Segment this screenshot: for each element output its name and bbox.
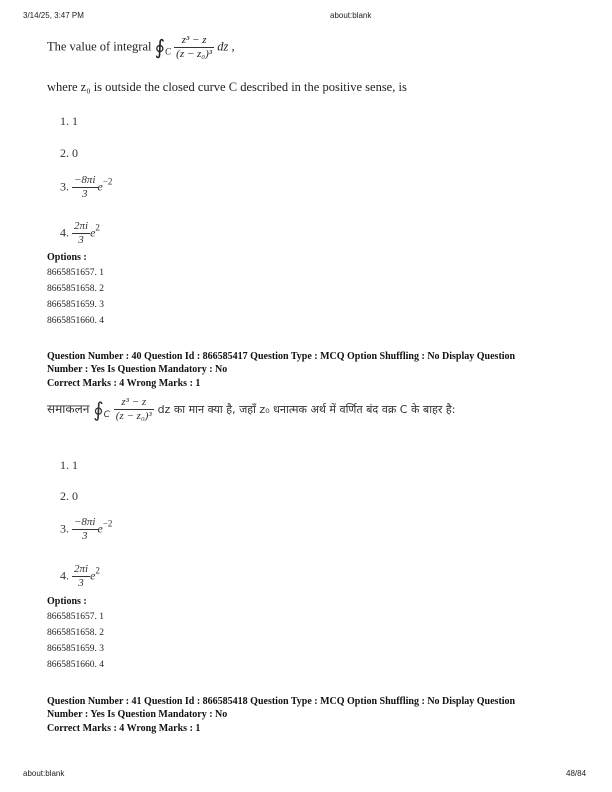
q40-option-id-1: 8665851657. 1 (47, 612, 104, 622)
q40-integrand (114, 396, 154, 423)
q40-meta-line-3: Correct Marks : 4 Wrong Marks : 1 (47, 378, 201, 389)
q39-question (47, 34, 235, 61)
q39-integrand (174, 34, 214, 61)
q39-option-id-4: 8665851660. 4 (47, 316, 104, 326)
q40-options-title: Options : (47, 596, 87, 607)
fraction-denominator: 3 (78, 577, 84, 589)
contour-label: C (103, 410, 110, 420)
option-fraction (72, 220, 90, 247)
q40-option-id-4: 8665851660. 4 (47, 660, 104, 670)
fraction-numerator: −8πi (74, 174, 96, 186)
q40-hindi-rest: dz का मान क्या है, जहाँ z₀ धनात्मक अर्थ में वर्णित बंद वक्र C के बाहर है: (157, 403, 456, 416)
q39-option-2: 2. 0 (60, 146, 78, 160)
print-footer-url: about:blank (23, 769, 65, 778)
fraction-denominator: 3 (78, 234, 84, 246)
integrand-denominator: (z − z₀)³ (115, 410, 152, 422)
q41-meta-line-3: Correct Marks : 4 Wrong Marks : 1 (47, 723, 201, 734)
option-fraction (72, 174, 98, 201)
q39-option-4 (60, 220, 100, 247)
fraction-denominator: 3 (82, 188, 88, 200)
exp-base: e (97, 521, 103, 536)
integrand-numerator: z³ − z (114, 396, 154, 410)
q40-option-1: 1. 1 (60, 458, 78, 472)
integrand-numerator: z³ − z (174, 34, 214, 48)
exp-base: e (90, 568, 96, 583)
contour-label: C (165, 46, 172, 57)
print-page-title: about:blank (330, 11, 372, 20)
option-number: 3. (60, 179, 69, 194)
q39-options-title: Options : (47, 252, 87, 263)
exponent: −2 (102, 518, 113, 529)
fraction-numerator: 2πi (74, 563, 89, 575)
fraction-denominator: 3 (82, 530, 88, 542)
option-number: 4. (60, 568, 69, 583)
q39-option-3 (60, 174, 112, 201)
integral-symbol: ∮ (93, 397, 104, 422)
q39-prefix: The value of integral (47, 39, 152, 54)
q41-meta-line-2: Number : Yes Is Question Mandatory : No (47, 709, 228, 720)
q39-option-id-1: 8665851657. 1 (47, 268, 104, 278)
q39-option-id-2: 8665851658. 2 (47, 284, 104, 294)
q40-option-id-2: 8665851658. 2 (47, 628, 104, 638)
print-datetime: 3/14/25, 3:47 PM (23, 11, 84, 20)
q40-option-id-3: 8665851659. 3 (47, 644, 104, 654)
q39-dz: dz , (217, 39, 235, 54)
exponent: −2 (102, 176, 113, 187)
exp-base: e (90, 225, 96, 240)
q41-meta-line-1: Question Number : 41 Question Id : 866585418 Question Type : MCQ Option Shuffling : No Display Question (47, 696, 516, 707)
exponent: 2 (95, 222, 100, 233)
q39-condition: where z₀ is outside the closed curve C described in the positive sense, is (47, 80, 407, 94)
option-fraction (72, 563, 90, 590)
page-number: 48/84 (566, 769, 587, 778)
q40-option-4 (60, 563, 100, 590)
q39-option-id-3: 8665851659. 3 (47, 300, 104, 310)
q40-option-3 (60, 516, 112, 543)
fraction-numerator: 2πi (74, 220, 89, 232)
option-number: 3. (60, 521, 69, 536)
option-fraction (72, 516, 98, 543)
option-number: 4. (60, 225, 69, 240)
integral-symbol: ∮ (154, 37, 166, 59)
q40-meta-line-2: Number : Yes Is Question Mandatory : No (47, 364, 228, 375)
integrand-denominator: (z − z₀)³ (176, 48, 213, 60)
q40-hindi-prefix: समाकलन (47, 402, 90, 416)
exponent: 2 (95, 565, 100, 576)
exp-base: e (97, 179, 103, 194)
fraction-numerator: −8πi (74, 516, 96, 528)
q40-question (47, 396, 455, 423)
q40-meta-line-1: Question Number : 40 Question Id : 866585417 Question Type : MCQ Option Shuffling : No Display Question (47, 351, 516, 362)
q39-option-1: 1. 1 (60, 114, 78, 128)
q40-option-2: 2. 0 (60, 489, 78, 503)
